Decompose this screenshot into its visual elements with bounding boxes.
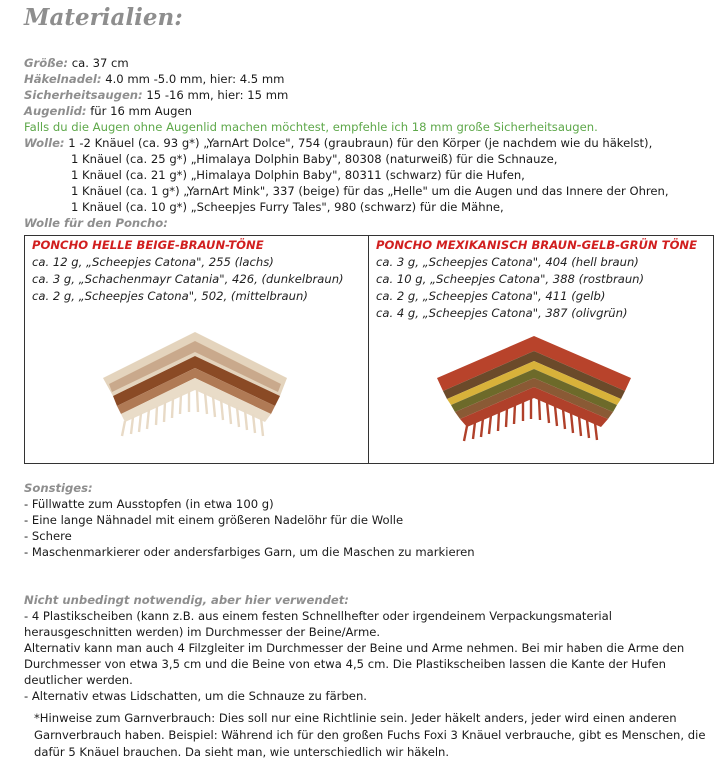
optional-line: herausgeschnitten werden) im Durchmesser der Beine/Arme. [24,625,381,639]
poncho-heading-beige-brown: PONCHO HELLE BEIGE-BRAUN-TÖNE [32,238,264,252]
poncho-yarn-item: ca. 4 g, „Scheepjes Catona", 387 (olivgrün) [376,306,628,320]
poncho-yarn-item: ca. 3 g, „Scheepjes Catona", 404 (hell braun) [376,255,639,269]
poncho-column-beige-brown [25,236,369,463]
eyelid-note: Falls du die Augen ohne Augenlid machen möchtest, empfehle ich 18 mm große Sicherheitsaugen. [24,120,598,134]
page-title: Materialien: [24,4,183,31]
poncho-yarn-item: ca. 12 g, „Scheepjes Catona", 255 (lachs) [32,255,274,269]
poncho-yarn-item: ca. 2 g, „Scheepjes Catona", 502, (mittelbraun) [32,289,308,303]
poncho-heading-mexican: PONCHO MEXIKANISCH BRAUN-GELB-GRÜN TÖNE [376,238,698,252]
spec-eyelid: Augenlid: für 16 mm Augen [24,104,192,118]
misc-heading: Sonstiges: [24,481,93,495]
poncho-yarn-item: ca. 3 g, „Schachenmayr Catania", 426, (dunkelbraun) [32,272,344,286]
yarn-line: 1 Knäuel (ca. 10 g*) „Scheepjes Furry Tales", 980 (schwarz) für die Mähne, [71,200,504,214]
optional-section [24,592,684,704]
poncho-column-mexican [369,236,713,463]
spec-hook: Häkelnadel: 4.0 mm -5.0 mm, hier: 4.5 mm [24,72,285,86]
misc-item: - Füllwatte zum Ausstopfen (in etwa 100 g) [24,497,274,511]
yarn-line: 1 Knäuel (ca. 25 g*) „Himalaya Dolphin Baby", 80308 (naturweiß) für die Schnauze, [71,152,558,166]
spec-safety-eyes: Sicherheitsaugen: 15 -16 mm, hier: 15 mm [24,88,289,102]
poncho-yarn-item: ca. 2 g, „Scheepjes Catona", 411 (gelb) [376,289,606,303]
optional-heading: Nicht unbedingt notwendig, aber hier verwendet: [24,593,349,607]
poncho-yarn-item: ca. 10 g, „Scheepjes Catona", 388 (rostbraun) [376,272,645,286]
optional-line: deutlicher werden. [24,673,133,687]
specs-list [24,55,669,231]
yarn-line: 1 Knäuel (ca. 21 g*) „Himalaya Dolphin Baby", 80311 (schwarz) für die Hufen, [71,168,525,182]
yarn-line: 1 Knäuel (ca. 1 g*) „YarnArt Mink", 337 (beige) für das „Helle" um die Augen und das Innere der Ohren, [71,184,669,198]
optional-line: Alternativ kann man auch 4 Filzgleiter im Durchmesser der Beine und Arme nehmen. Bei mir haben die Arme den [24,641,685,655]
poncho-yarn-label: Wolle für den Poncho: [24,216,168,230]
mexican-poncho-image [429,333,639,445]
poncho-table [24,235,714,464]
optional-line: - 4 Plastikscheiben (kann z.B. aus einem festen Schnellhefter oder irgendeinem Verpackungsmaterial [24,609,612,623]
spec-size: Größe: ca. 37 cm [24,56,129,70]
optional-line: Durchmesser von etwa 3,5 cm und die Beine von etwa 4,5 cm. Die Plastikscheiben lassen die Kante der Hufen [24,657,666,671]
misc-item: - Maschenmarkierer oder andersfarbiges Garn, um die Maschen zu markieren [24,545,475,559]
beige-brown-poncho-image [95,326,300,441]
misc-item: - Schere [24,529,72,543]
optional-line: - Alternativ etwas Lidschatten, um die Schnauze zu färben. [24,689,367,703]
yarn-usage-footnote: *Hinweise zum Garnverbrauch: Dies soll nur eine Richtlinie sein. Jeder häkelt anders, jeder wird einen anderen Garnverbrauch haben. Beispiel: Während ich für den großen Fuchs Foxi 3 Knäuel verbrauche, gibt es Menschen, die dafür 5 Knäuel brauchen. Da sieht man, wie unterschiedlich wir häkeln. [34,711,706,759]
misc-item: - Eine lange Nähnadel mit einem größeren Nadelöhr für die Wolle [24,513,404,527]
misc-section [24,480,475,560]
yarn-line: Wolle: 1 -2 Knäuel (ca. 93 g*) „YarnArt Dolce", 754 (graubraun) für den Körper (je nachdem wie du häkelst), [24,136,653,150]
